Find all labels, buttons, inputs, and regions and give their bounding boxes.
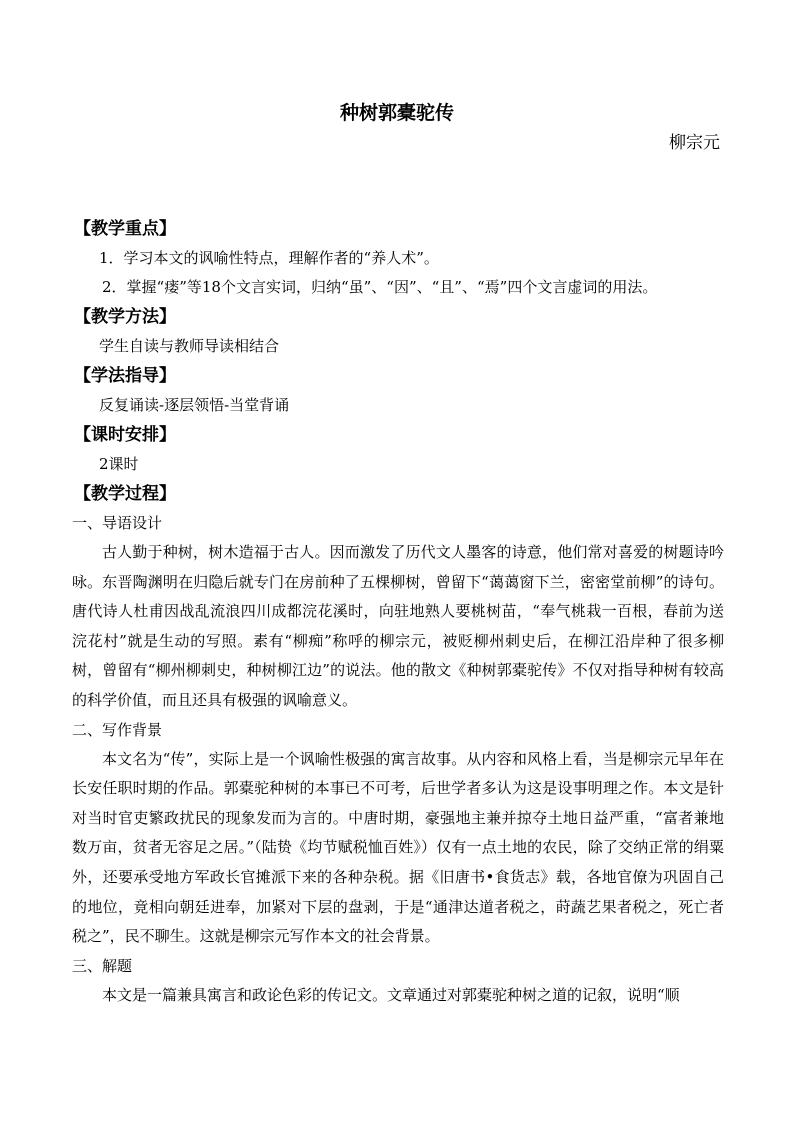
document-body bbox=[72, 214, 724, 1010]
heading-schedule: 【课时安排】 bbox=[74, 425, 176, 445]
paragraph-explanation: 本文是一篇兼具寓言和政论色彩的传记文。文章通过对郭橐驼种树之道的记叙，说明“顺 bbox=[102, 985, 680, 1004]
document-title: 种树郭橐驼传 bbox=[339, 102, 454, 124]
teaching-method-text: 学生自读与教师导读相结合 bbox=[99, 337, 280, 355]
document-author: 柳宗元 bbox=[669, 133, 720, 153]
study-guide-text: 反复诵读-逐层领悟-当堂背诵 bbox=[99, 396, 290, 414]
paragraph-intro: 古人勤于种树，树木造福于古人。因而激发了历代文人墨客的诗意，他们常对喜爱的树题诗吟咏。东晋陶渊明在归隐后就专门在房前种了五棵柳树，曾留下“蔼蔼窗下兰，密密堂前柳”的诗句。唐代诗人杜甫因战乱流浪四川成都浣花溪时，向驻地熟人要桃树苗，“奉气桃栽一百根，春前为送浣花村”就是生动的写照。素有“柳痴”称呼的柳宗元，被贬柳州刺史后，在柳江沿岸种了很多柳树，曾留有“柳州柳刺史，种树柳江边”的说法。他的散文《种树郭橐驼传》不仅对指导种树有较高的科学价值，而且还具有极强的讽喻意义。 bbox=[72, 543, 724, 709]
section-title-background: 二、写作背景 bbox=[72, 720, 163, 739]
heading-teaching-focus: 【教学重点】 bbox=[74, 219, 176, 239]
heading-teaching-method: 【教学方法】 bbox=[74, 307, 176, 327]
section-title-explanation: 三、解题 bbox=[72, 956, 133, 975]
teaching-focus-item-1: 1．学习本文的讽喻性特点，理解作者的“养人术”。 bbox=[99, 249, 439, 267]
heading-teaching-process: 【教学过程】 bbox=[74, 484, 176, 504]
heading-study-guide: 【学法指导】 bbox=[74, 366, 176, 386]
teaching-focus-item-2: 2．掌握“瘘”等18个文言实词，归纳“虽”、“因”、“且”、“焉”四个文言虚词的用法。 bbox=[102, 278, 658, 296]
paragraph-background: 本文名为“传”，实际上是一个讽喻性极强的寓言故事。从内容和风格上看，当是柳宗元早年在长安任职时期的作品。郭橐驼种树的本事已不可考，后世学者多认为这是设事明理之作。本文是针对当时官吏繁政扰民的现象发而为言的。中唐时期，豪强地主兼并掠夺土地日益严重，“富者兼地数万亩，贫者无容足之居。”（陆贽《均节赋税恤百姓》）仅有一点土地的农民，除了交纳正常的绢粟外，还要承受地方军政长官摊派下来的各种杂税。据《旧唐书•食货志》载，各地官僚为巩固自己的地位，竟相向朝廷进奉，加紧对下层的盘剥，于是“通津达道者税之，莳蔬艺果者税之，死亡者税之”，民不聊生。这就是柳宗元写作本文的社会背景。 bbox=[72, 749, 724, 946]
section-title-intro: 一、导语设计 bbox=[72, 514, 163, 532]
schedule-text: 2课时 bbox=[99, 455, 139, 473]
